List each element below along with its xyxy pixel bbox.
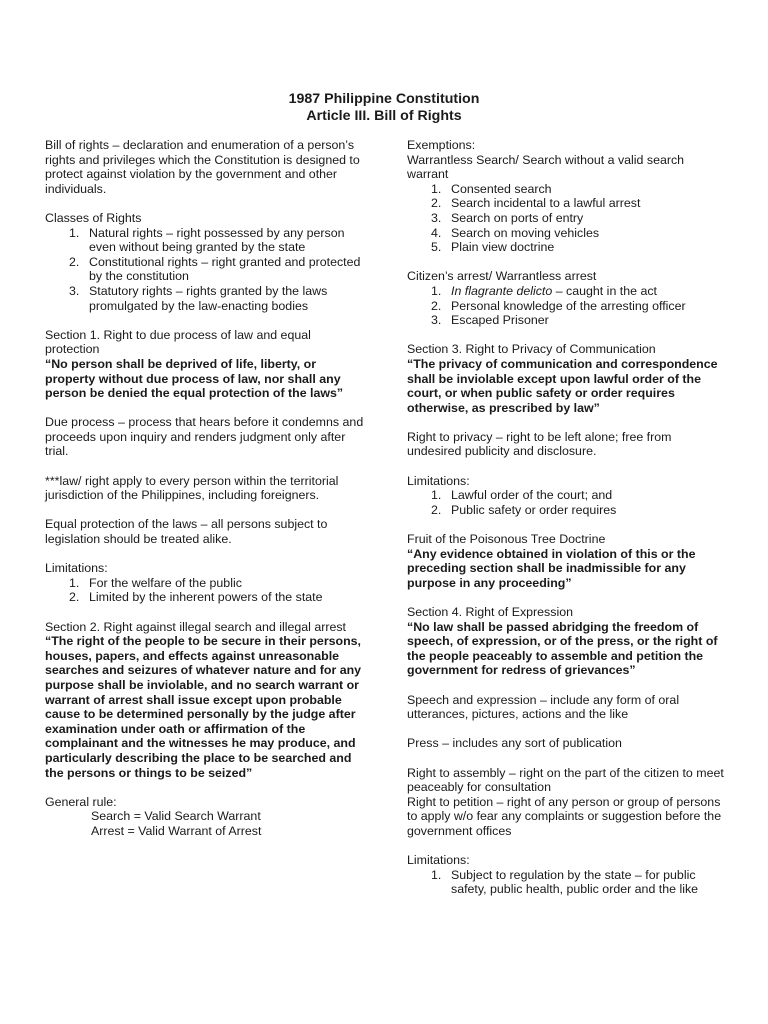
list-item: 3. Escaped Prisoner [431,313,549,328]
section2-heading: Section 2. Right against illegal search and illegal arrest [45,619,346,634]
list-item: 2. Constitutional rights – right granted and protected by the constitution [69,254,361,284]
section3-heading: Section 3. Right to Privacy of Communication [407,342,656,357]
limitations-heading: Limitations: [45,561,108,576]
list-item: 3. Search on ports of entry [431,210,584,225]
list-item: 1. For the welfare of the public [69,575,242,590]
list-item: 2. Public safety or order requires [431,502,617,517]
general-rule-heading: General rule: [45,794,117,809]
list-item: 5. Plain view doctrine [431,240,555,255]
section1-quote: “No person shall be deprived of life, liberty, or property without due process of law, nor shall any person be denied the equal protection of the laws” [45,356,344,401]
section2-quote: “The right of the people to be secure in their persons, houses, papers, and effects against unreasonable searches and seizures of whatever nature and for any purpose shall be inviolable, and no search warrant or warrant of arrest shall issue except upon probable cause to be determined personally by the judge after examination under oath or affirmation of the complainant and the witnesses he may produce, and particularly describing the place to be searched and the persons or things to be seized” [45,634,362,780]
bill-of-rights-definition: Bill of rights – declaration and enumeration of a person’s rights and privileges which the Constitution is designed to protect against violation by the government and other individuals. [45,138,360,196]
section4-heading: Section 4. Right of Expression [407,605,573,619]
law-note: ***law/ right apply to every person within the territorial jurisdiction of the Philippines, including foreigners. [45,473,339,503]
list-item: 2. Personal knowledge of the arresting officer [431,298,686,313]
exemptions-heading: Exemptions: [407,138,476,152]
assembly-definition: Right to assembly – right on the part of the citizen to meet peaceably for consultation [407,765,724,795]
petition-definition: Right to petition – right of any person or group of persons to apply w/o fear any complaints or suggestion before the government offices [407,794,722,838]
fruit-doctrine-heading: Fruit of the Poisonous Tree Doctrine [407,532,606,547]
speech-definition: Speech and expression – include any form of oral utterances, pictures, actions and the like [407,692,680,722]
right-column [407,138,727,897]
fruit-doctrine-quote: “Any evidence obtained in violation of this or the preceding section shall be inadmissible for any purpose in any proceeding” [407,546,696,590]
limitations-list [407,488,727,517]
citizens-arrest-heading: Citizen’s arrest/ Warrantless arrest [407,269,597,284]
document-title: 1987 Philippine Constitution [288,91,480,107]
list-item: 1. Consented search [431,181,552,196]
list-item: 1. Subject to regulation by the state – for public safety, public health, public order and the like [431,867,699,897]
warrantless-search-list [407,182,727,255]
press-definition: Press – includes any sort of publication [407,736,622,751]
left-column [45,138,367,839]
list-item: 4. Search on moving vehicles [431,225,600,240]
list-item: 2. Search incidental to a lawful arrest [431,196,641,211]
limitations2-heading: Limitations: [407,853,470,868]
list-item: 2. Limited by the inherent powers of the state [69,590,323,605]
list-item: 1. In flagrante delicto – caught in the act [431,283,657,298]
list-item: 3. Statutory rights – rights granted by the laws promulgated by the law-enacting bodies [69,283,328,313]
general-rule-arrest: Arrest = Valid Warrant of Arrest [91,823,262,838]
citizens-arrest-list [407,284,727,328]
limitations2-list [407,868,727,897]
due-process-definition: Due process – process that hears before it condemns and proceeds upon inquiry and renders judgment only after trial. [45,415,364,459]
section3-quote: “The privacy of communication and correspondence shall be inviolable except upon lawful order of the court, or when public safety or order requires otherwise, as prescribed by law” [407,356,718,415]
list-item: 1. Lawful order of the court; and [431,488,613,503]
privacy-definition: Right to privacy – right to be left alone; free from undesired publicity and disclosure. [407,429,672,459]
classes-list [45,226,367,314]
section4-quote: “No law shall be passed abridging the freedom of speech, of expression, or of the press, or the right of the people peaceably to assemble and petition the government for redress of grievances” [407,619,718,678]
document-subtitle: Article III. Bill of Rights [306,108,462,124]
list-item: 1. Natural rights – right possessed by any person even without being granted by the state [69,225,345,255]
limitations-heading: Limitations: [407,473,470,488]
general-rule-search: Search = Valid Search Warrant [91,809,261,824]
classes-heading: Classes of Rights [45,210,142,225]
limitations-list [45,576,367,605]
equal-protection-definition: Equal protection of the laws – all persons subject to legislation should be treated alike. [45,517,328,547]
section1-heading: Section 1. Right to due process of law and equal protection [45,327,311,357]
warrantless-search-heading: Warrantless Search/ Search without a valid search warrant [407,152,685,182]
